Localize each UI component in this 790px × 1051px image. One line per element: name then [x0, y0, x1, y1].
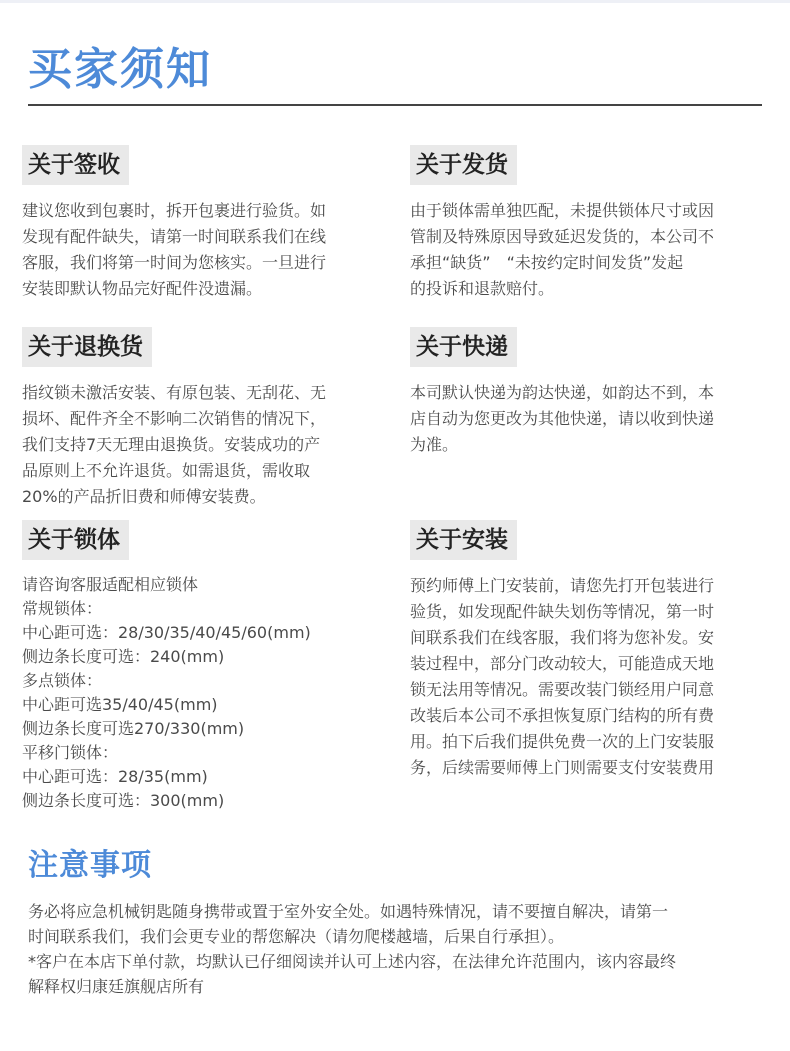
- text-line: 店自动为您更改为其他快递，请以收到快递: [410, 409, 715, 428]
- text-line: 改装后本公司不承担恢复原门结构的所有费: [410, 706, 715, 725]
- text-line: 验货，如发现配件缺失划伤等情况，第一时: [410, 602, 715, 621]
- text-line: 由于锁体需单独匹配，未提供锁体尺寸或因: [410, 201, 715, 220]
- text-line: 请咨询客服适配相应锁体: [22, 575, 199, 594]
- section-lock: [22, 520, 382, 813]
- section-sign: [22, 145, 382, 302]
- section-ship: [410, 145, 770, 302]
- text-line: 中心距可选：28/35(mm): [22, 767, 208, 786]
- text-line: 指纹锁未激活安装、有原包装、无刮花、无: [22, 383, 327, 402]
- notice-title: 注意事项: [28, 848, 152, 883]
- text-line: 建议您收到包裹时，拆开包裹进行验货。如: [22, 201, 327, 220]
- section-sign-body: [22, 198, 382, 302]
- text-line: 损坏、配件齐全不影响二次销售的情况下，: [22, 409, 327, 428]
- section-ship-heading: 关于发货: [410, 145, 517, 185]
- section-return-heading: 关于退换货: [22, 327, 152, 367]
- text-line: 锁无法用等情况。需要改装门锁经用户同意: [410, 680, 715, 699]
- text-line: 本司默认快递为韵达快递，如韵达不到，本: [410, 383, 715, 402]
- text-line: 发现有配件缺失，请第一时间联系我们在线: [22, 227, 327, 246]
- section-return: [22, 327, 382, 510]
- text-line: 客服，我们将第一时间为您核实。一旦进行: [22, 253, 327, 272]
- text-line: 多点锁体：: [22, 671, 103, 690]
- section-express: [410, 327, 770, 458]
- text-line: 管制及特殊原因导致延迟发货的，本公司不: [410, 227, 715, 246]
- text-line: 侧边条长度可选：240(mm): [22, 647, 225, 666]
- section-install: [410, 520, 770, 781]
- text-line: 常规锁体：: [22, 599, 103, 618]
- text-line: 侧边条长度可选270/330(mm): [22, 719, 245, 738]
- text-line: 中心距可选35/40/45(mm): [22, 695, 218, 714]
- text-line: 解释权归康廷旗舰店所有: [28, 977, 205, 996]
- section-sign-heading: 关于签收: [22, 145, 129, 185]
- text-line: 我们支持7天无理由退换货。安装成功的产: [22, 435, 321, 454]
- text-line: 时间联系我们，我们会更专业的帮您解决（请勿爬楼越墙，后果自行承担）。: [28, 927, 565, 946]
- page-title: 买家须知: [28, 44, 212, 95]
- text-line: 侧边条长度可选：300(mm): [22, 791, 225, 810]
- text-line: 承担“缺货” “未按约定时间发货”发起: [410, 253, 684, 272]
- text-line: 装过程中，部分门改动较大，可能造成天地: [410, 654, 715, 673]
- text-line: 务必将应急机械钥匙随身携带或置于室外安全处。如遇特殊情况，请不要擅自解决，请第一: [28, 902, 669, 921]
- text-line: 安装即默认物品完好配件没遗漏。: [22, 279, 263, 298]
- text-line: 为准。: [410, 435, 459, 454]
- section-express-body: [410, 380, 770, 458]
- title-divider: [28, 104, 762, 106]
- section-return-body: [22, 380, 382, 510]
- text-line: *客户在本店下单付款，均默认已仔细阅读并认可上述内容，在法律允许范围内，该内容最终: [28, 952, 677, 971]
- top-divider-strip: [0, 0, 790, 3]
- section-install-heading: 关于安装: [410, 520, 517, 560]
- text-line: 务，后续需要师傅上门则需要支付安装费用: [410, 758, 715, 777]
- text-line: 的投诉和退款赔付。: [410, 279, 555, 298]
- section-lock-body: [22, 573, 382, 813]
- notice-body: [28, 899, 768, 999]
- text-line: 用。拍下后我们提供免费一次的上门安装服: [410, 732, 715, 751]
- section-express-heading: 关于快递: [410, 327, 517, 367]
- text-line: 预约师傅上门安装前，请您先打开包装进行: [410, 576, 715, 595]
- text-line: 品原则上不允许退货。如需退货，需收取: [22, 461, 311, 480]
- section-ship-body: [410, 198, 770, 302]
- text-line: 平移门锁体：: [22, 743, 119, 762]
- section-install-body: [410, 573, 770, 781]
- text-line: 间联系我们在线客服，我们将为您补发。安: [410, 628, 715, 647]
- text-line: 中心距可选：28/30/35/40/45/60(mm): [22, 623, 311, 642]
- section-lock-heading: 关于锁体: [22, 520, 129, 560]
- text-line: 20%的产品折旧费和师傅安装费。: [22, 487, 266, 506]
